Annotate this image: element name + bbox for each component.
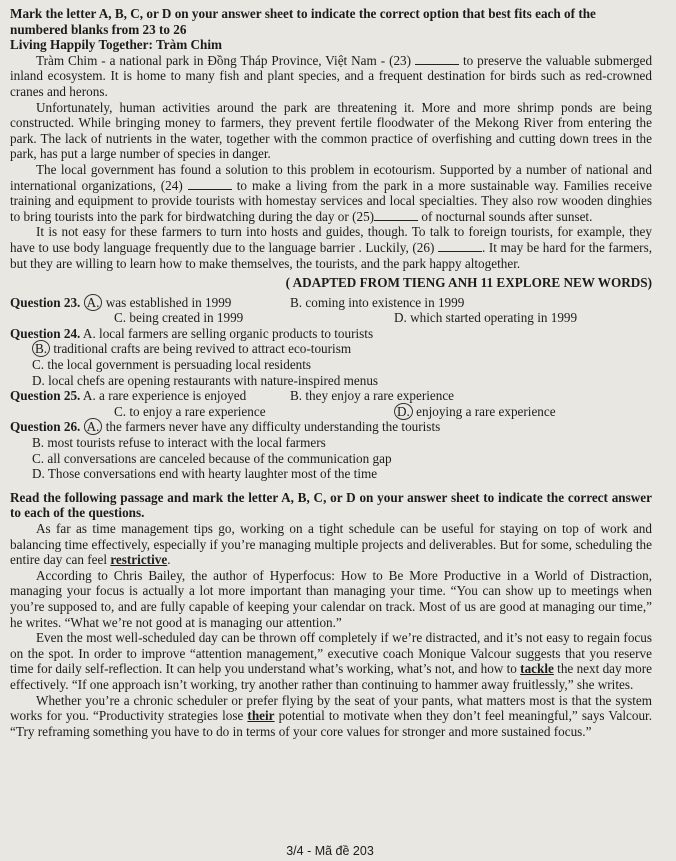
p4-text-b: . It may be hard for the farmers, but they are willing to learn how to make themselves, the tourists, and the park happy altogether. [10,239,653,271]
q23-option-a[interactable]: was established in 1999 [105,294,232,310]
question-26-label: Question 26. [10,419,81,435]
passage1-title: Living Happily Together: Tràm Chim [10,37,223,53]
passage1-paragraph-1 [10,53,652,100]
blank-26 [438,241,482,252]
instructions-23-26: Mark the letter A, B, C, or D on your answer sheet to indicate the correct option that best fits each of the numbered blanks from 23 to 26 [10,6,596,37]
passage1-paragraph-3 [10,162,652,224]
q23-option-b[interactable]: B. coming into existence in 1999 [290,294,465,310]
p2-3-text-b: the next day more effectively. “If one approach isn’t working, try another rather than continuing to hammer away fruitlessly,” she writes. [10,661,653,692]
question-25-row-2 [10,404,652,420]
p3-text-a: The local government has found a solution to this problem in ecotourism. Supported by a number of national and international organizations, (24) [10,161,652,193]
question-25-label: Question 25. [10,388,81,404]
q23-option-d[interactable]: D. which started operating in 1999 [394,310,578,326]
q24-option-c[interactable]: C. the local government is persuading local residents [32,357,312,373]
p2-1-text-b: . [167,552,171,568]
p2-3-text-a: Even the most well-scheduled day can be thrown off completely if we’re distracted, and it’s not easy to regain focus on the spot. In order to improve “attention management,” executive coach Monique Valcour suggests that you reserve time for daily self-reflection. It can help you understand what’s working, what’s not, and how to [10,630,652,677]
q26-option-c[interactable]: C. all conversations are canceled because of the communication gap [32,450,392,466]
blank-24 [188,179,232,190]
word-their: their [247,708,275,724]
q25-option-a[interactable]: A. a rare experience is enjoyed [82,388,247,404]
p2-1-text-a: As far as time management tips go, working on a tight schedule can be useful for staying on top of work and balancing time effectively, especially if you’re managing multiple projects and deliverables. But for some, scheduling the entire day can feel [10,521,652,568]
q24-option-b-text: traditional crafts are being revived to attract eco-tourism [53,341,352,357]
question-24 [10,326,652,342]
q25-option-b[interactable]: B. they enjoy a rare experience [290,388,455,404]
question-25 [10,388,652,404]
q24-option-d[interactable]: D. local chefs are opening restaurants with nature-inspired menus [32,372,379,388]
p1-text-b: to preserve the valuable submerged inland ecosystem. It is home to many fish and plant species, and a frequent destination for birds such as red-crowned cranes and herons. [10,52,653,99]
passage2-paragraph-2: According to Chris Bailey, the author of Hyperfocus: How to Be More Productive in a World of Distraction, managing your focus is actually a lot more important than managing your time. “You can show up to meetings when you’re supposed to, and are fully capable of keeping your calendar on track. Most of us are good at managing our time,” he writes. “What we’re not good at is managing our attention.” [10,567,652,630]
q24-option-b-letter[interactable]: B. [32,340,50,357]
q25-option-d-text: enjoying a rare experience [416,403,556,419]
q26-option-d[interactable]: D. Those conversations end with hearty laughter most of the time [32,466,378,482]
passage1-paragraph-4 [10,224,652,271]
p2-4-text-b: potential to motivate when they don’t feel meaningful,” says Valcour. “Try reframing something you have to do in terms of your core values for stronger and more sustained focus.” [10,708,653,739]
question-23-label: Question 23. [10,294,81,310]
word-tackle: tackle [520,661,554,677]
q24-option-b[interactable] [10,341,652,357]
q26-option-a-letter[interactable]: A. [84,418,103,435]
q26-option-b[interactable]: B. most tourists refuse to interact with the local farmers [32,435,326,451]
question-26 [10,419,652,435]
page-footer: 3/4 - Mã đề 203 [286,844,374,858]
question-23 [10,295,652,311]
word-restrictive: restrictive [110,552,168,568]
passage1-paragraph-2: Unfortunately, human activities around the park are threatening it. More and more shrimp ponds are being constructed. While bringing money to farmers, they prevent fertile floodwater of the Mekong River from entering the park. The lack of nutrients in the water, together with the common practice of overfishing and cutting down trees in the park, has put a large number of species in danger. [10,99,652,162]
p2-4-text-a: Whether you’re a chronic scheduler or prefer flying by the seat of your pants, what matters most is that the system works for you. “Productivity strategies lose [10,692,652,724]
q24-option-a[interactable]: A. local farmers are selling organic products to tourists [82,325,374,341]
passage1-source: ( ADAPTED FROM TIENG ANH 11 EXPLORE NEW WORDS) [285,275,652,291]
q25-option-d[interactable] [394,404,652,420]
p3-text-c: (25) [352,208,375,224]
q23-option-c[interactable]: C. being created in 1999 [114,310,244,326]
question-23-row-2 [10,310,652,326]
q23-option-a-letter[interactable]: A. [84,294,103,311]
passage2-paragraph-4 [10,693,652,740]
q26-option-a[interactable]: the farmers never have any difficulty understanding the tourists [105,419,441,435]
q25-option-c[interactable]: C. to enjoy a rare experience [114,403,266,419]
p3-text-b: to make a living from the park in a more sustainable way. Families receive training and equipment to provide tourists with homestay services and local specialties. They also row wooden dinghies to bring tourists into the park for birdwatching during the day or [10,177,653,224]
instructions-reading: Read the following passage and mark the letter A, B, C, or D on your answer sheet to indicate the correct answer to each of the questions. [10,489,652,521]
p1-text-a: Tràm Chim - a national park in Đồng Tháp Province, Việt Nam - (23) [36,52,412,68]
q25-option-d-letter[interactable]: D. [394,403,413,420]
blank-23 [415,54,459,65]
p3-text-d: of nocturnal sounds after sunset. [421,208,593,224]
p4-text-a: It is not easy for these farmers to turn into hosts and guides, though. To talk to foreign tourists, for example, they have to use body language frequently due to the language barrier . Luckily, (26) [10,224,652,255]
passage2-paragraph-1 [10,521,652,568]
blank-25 [374,210,418,221]
passage2-paragraph-3 [10,630,652,692]
question-24-label: Question 24. [10,325,81,341]
